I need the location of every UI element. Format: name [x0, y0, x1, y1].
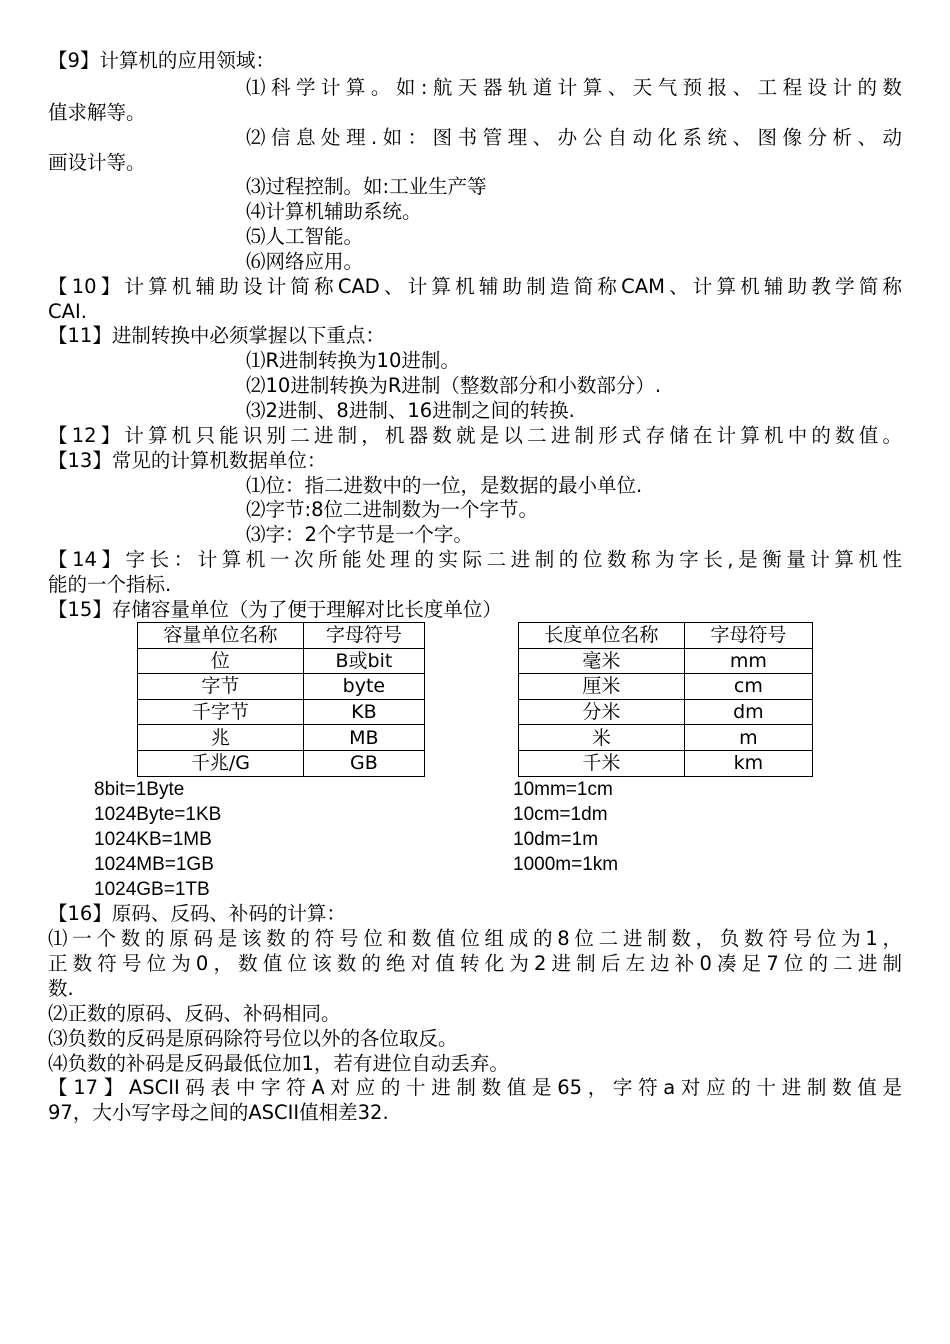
table-row [519, 674, 813, 700]
section-13-heading: 【13】常见的计算机数据单位： [48, 449, 327, 472]
table-cell: B或bit [303, 648, 424, 674]
table-header: 长度单位名称 [519, 623, 685, 649]
s9-item-1: ⑴科学计算。如:航天器轨道计算、天气预报、工程设计的数 [246, 76, 902, 99]
s11-item-1: ⑴R进制转换为10进制。 [246, 349, 460, 372]
table-cell: byte [303, 674, 424, 700]
s16-point-1-line-3: 数. [48, 977, 74, 1000]
length-conversion-4: 1000m=1km [513, 854, 619, 875]
s16-point-1-line-2: 正数符号位为0，数值位该数的绝对值转化为2进制后左边补0凑足7位的二进制 [48, 952, 902, 975]
s9-item-3: ⑶过程控制。如:工业生产等 [246, 175, 487, 198]
s16-point-3: ⑶负数的反码是原码除符号位以外的各位取反。 [48, 1027, 458, 1050]
table-cell: 分米 [519, 699, 685, 725]
table-header: 容量单位名称 [138, 623, 304, 649]
s16-point-1-line-1: ⑴一个数的原码是该数的符号位和数值位组成的8位二进制数，负数符号位为1， [48, 927, 902, 950]
section-14-line-1: 【14】字长：计算机一次所能处理的实际二进制的位数称为字长,是衡量计算机性 [48, 548, 902, 571]
storage-conversion-3: 1024KB=1MB [94, 829, 212, 850]
length-unit-table [518, 622, 813, 777]
table-header-row [519, 623, 813, 649]
table-row [138, 699, 425, 725]
table-header: 字母符号 [684, 623, 812, 649]
section-14-line-2: 能的一个指标. [48, 573, 172, 596]
s13-item-3: ⑶字：2个字节是一个字。 [246, 523, 473, 546]
table-cell: GB [303, 750, 424, 776]
table-row [138, 674, 425, 700]
table-row [519, 699, 813, 725]
storage-conversion-5: 1024GB=1TB [94, 879, 210, 900]
section-15-heading: 【15】存储容量单位（为了便于理解对比长度单位） [48, 598, 502, 621]
s11-item-3: ⑶2进制、8进制、16进制之间的转换. [246, 399, 575, 422]
s13-item-1: ⑴位：指二进数中的一位，是数据的最小单位. [246, 474, 643, 497]
table-cell: 千兆/G [138, 750, 304, 776]
table-cell: m [684, 725, 812, 751]
table-cell: cm [684, 674, 812, 700]
s9-item-5: ⑸人工智能。 [246, 225, 364, 248]
s16-point-2: ⑵正数的原码、反码、补码相同。 [48, 1002, 341, 1025]
storage-conversion-1: 8bit=1Byte [94, 779, 185, 800]
s11-item-2: ⑵10进制转换为R进制（整数部分和小数部分）. [246, 374, 662, 397]
length-conversion-3: 10dm=1m [513, 829, 599, 850]
table-header: 字母符号 [303, 623, 424, 649]
table-row [519, 750, 813, 776]
table-cell: 毫米 [519, 648, 685, 674]
length-conversion-1: 10mm=1cm [513, 779, 613, 800]
table-cell: mm [684, 648, 812, 674]
table-cell: MB [303, 725, 424, 751]
table-row [519, 725, 813, 751]
s13-item-2: ⑵字节:8位二进制数为一个字节。 [246, 498, 538, 521]
table-cell: KB [303, 699, 424, 725]
table-cell: 厘米 [519, 674, 685, 700]
section-16-heading: 【16】原码、反码、补码的计算： [48, 902, 346, 925]
table-row [138, 750, 425, 776]
table-cell: 兆 [138, 725, 304, 751]
s9-item-2: ⑵信息处理.如：图书管理、办公自动化系统、图像分析、动 [246, 126, 902, 149]
storage-unit-table [137, 622, 425, 777]
s9-item-2-cont: 画设计等。 [48, 151, 146, 174]
length-conversion-2: 10cm=1dm [513, 804, 608, 825]
table-cell: 千米 [519, 750, 685, 776]
table-header-row [138, 623, 425, 649]
section-9-heading: 【9】计算机的应用领域： [48, 49, 275, 72]
table-cell: 位 [138, 648, 304, 674]
s16-point-4: ⑷负数的补码是反码最低位加1，若有进位自动丢弃。 [48, 1052, 509, 1075]
s9-item-1-cont: 值求解等。 [48, 101, 146, 124]
section-11-heading: 【11】进制转换中必须掌握以下重点： [48, 324, 385, 347]
section-17-line-2: 97，大小写字母之间的ASCII值相差32. [48, 1101, 389, 1124]
table-row [519, 648, 813, 674]
s9-item-4: ⑷计算机辅助系统。 [246, 200, 422, 223]
table-cell: 米 [519, 725, 685, 751]
table-row [138, 725, 425, 751]
storage-conversion-4: 1024MB=1GB [94, 854, 214, 875]
section-10-line-1: 【10】计算机辅助设计简称CAD、计算机辅助制造简称CAM、计算机辅助教学简称 [48, 275, 902, 298]
table-cell: dm [684, 699, 812, 725]
section-12-line: 【12】计算机只能识别二进制，机器数就是以二进制形式存储在计算机中的数值。 [48, 424, 902, 447]
table-row [138, 648, 425, 674]
table-cell: 千字节 [138, 699, 304, 725]
storage-conversion-2: 1024Byte=1KB [94, 804, 222, 825]
section-17-line-1: 【17】ASCII码表中字符A对应的十进制数值是65，字符a对应的十进制数值是 [48, 1076, 902, 1099]
s9-item-6: ⑹网络应用。 [246, 250, 364, 273]
table-cell: 字节 [138, 674, 304, 700]
section-10-line-2: CAI. [48, 300, 87, 323]
table-cell: km [684, 750, 812, 776]
